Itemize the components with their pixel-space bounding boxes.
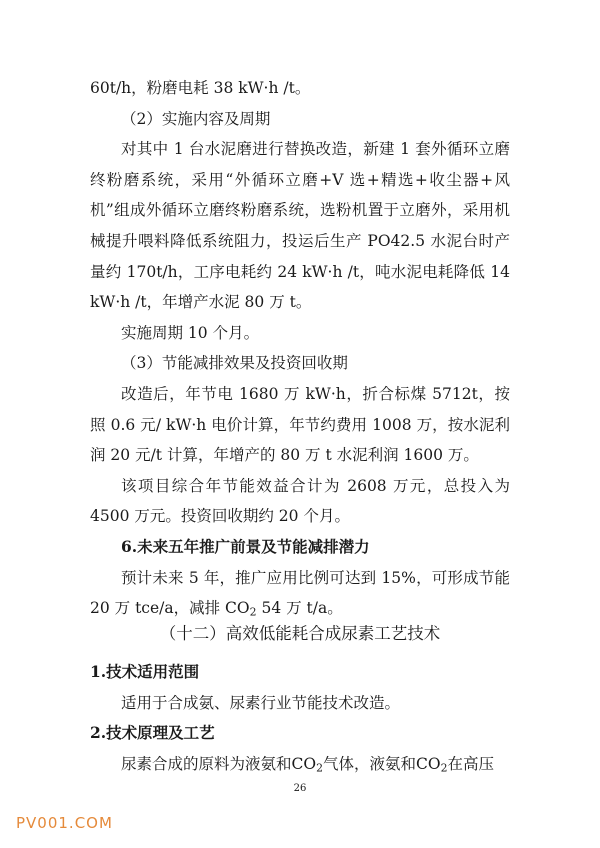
paragraph-principle <box>90 749 510 780</box>
heading-scope: 1.技术适用范围 <box>90 662 200 681</box>
body-block-lower <box>90 657 510 779</box>
principle-text-b: 气体，液氨和CO <box>322 754 441 773</box>
paragraph-outlook <box>90 563 510 624</box>
continued-line: 60t/h，粉磨电耗 38 kW·h /t。 <box>90 79 311 97</box>
paragraph-period: 实施周期 10 个月。 <box>121 323 260 342</box>
body-block-upper <box>90 73 510 624</box>
paragraph-payback: 该项目综合年节能效益合计为 2608 万元，总投入为 4500 万元。投资回收期约 20 个月。 <box>90 476 510 526</box>
principle-sub-2: 2 <box>440 761 448 775</box>
principle-text-c: 在高压 <box>447 754 494 773</box>
outlook-text-b: 54 万 t/a。 <box>256 599 343 618</box>
paragraph-savings: 改造后，年节电 1680 万 kW·h，折合标煤 5712t，按照 0.6 元/ kW·h 电价计算，年节约费用 1008 万，按水泥利润 20 元/t 计算，年增产的 80 万 t 水泥利润 1600 万。 <box>90 384 510 465</box>
outlook-text-a: 预计未来 5 年，推广应用比例可达到 15%，可形成节能 20 万 tce/a，减排 CO <box>90 568 510 618</box>
principle-sub-1: 2 <box>316 761 323 775</box>
outlook-sub: 2 <box>249 605 257 619</box>
principle-text-a: 尿素合成的原料为液氨和CO <box>121 754 317 773</box>
heading-principle: 2.技术原理及工艺 <box>90 723 215 743</box>
paragraph-scope: 适用于合成氨、尿素行业节能技术改造。 <box>121 693 401 712</box>
site-watermark: PV001.COM <box>16 814 113 832</box>
subheading-effects: （3）节能减排效果及投资回收期 <box>121 354 348 373</box>
page-number: 26 <box>293 783 307 794</box>
heading-outlook: 6.未来五年推广前景及节能减排潜力 <box>121 536 370 556</box>
section-title: （十二）高效低能耗合成尿素工艺技术 <box>159 624 441 643</box>
subheading-implementation: （2）实施内容及周期 <box>121 109 271 128</box>
paragraph-retrofit: 对其中 1 台水泥磨进行替换改造，新建 1 套外循环立磨终粉磨系统，采用“外循环立磨+V 选+精选+收尘器+风机”组成外循环立磨终粉磨系统，选粉机置于立磨外，采用机械提升喂料降低系统阻力，投运后生产 PO42.5 水泥台时产量约 170t/h，工序电耗约 24 kW·h /t，吨水泥电耗降低 14 kW·h /t，年增产水泥 80 万 t。 <box>90 140 510 312</box>
